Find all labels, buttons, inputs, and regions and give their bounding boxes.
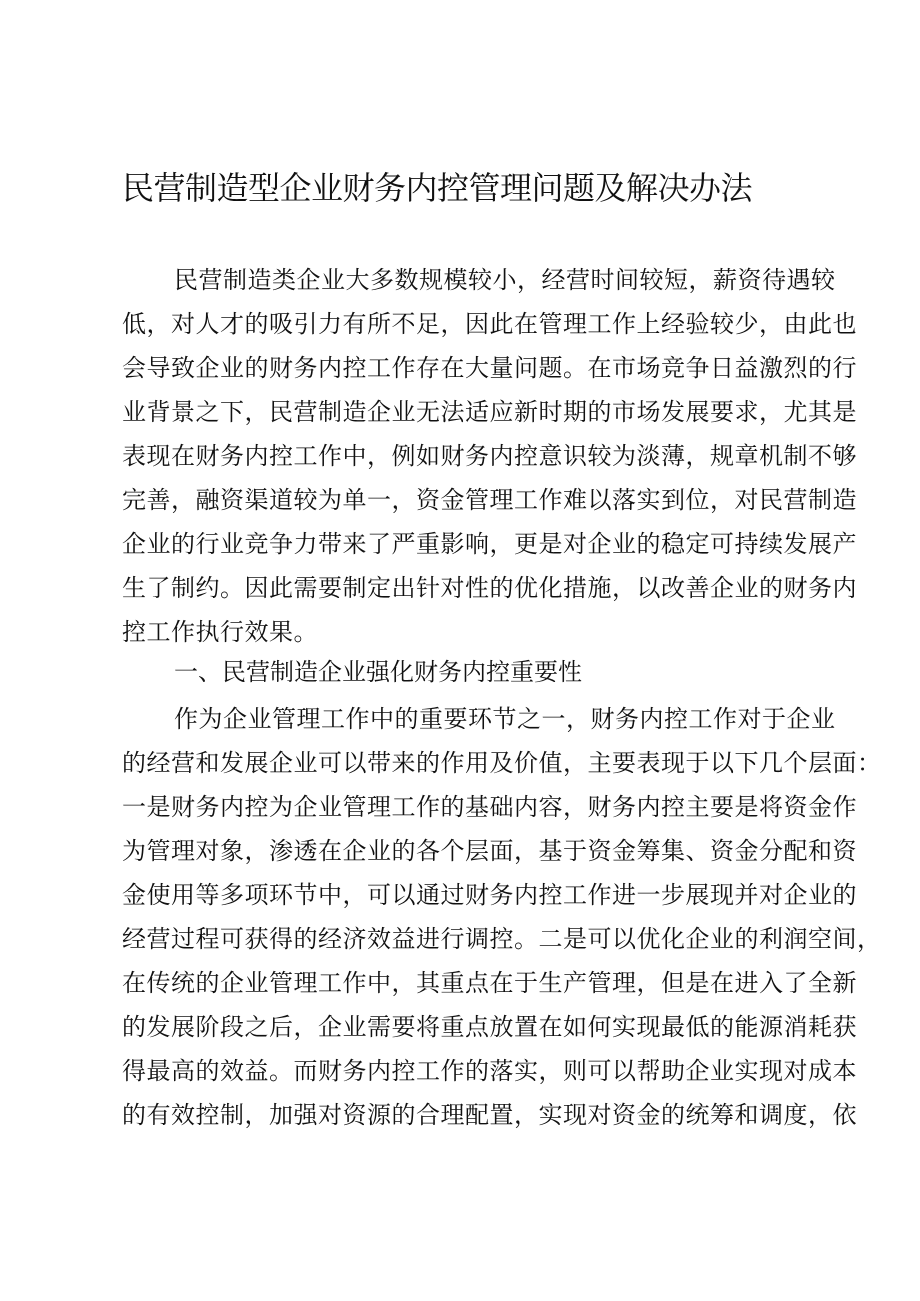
paragraph-2-line: 经营过程可获得的经济效益进行调控。二是可以优化企业的利润空间，	[122, 925, 882, 953]
paragraph-1-line: 民营制造类企业大多数规模较小，经营时间较短，薪资待遇较	[174, 266, 836, 294]
paragraph-1-line: 完善，融资渠道较为单一，资金管理工作难以落实到位，对民营制造	[122, 486, 857, 514]
document-title: 民营制造型企业财务内控管理问题及解决办法	[122, 169, 753, 207]
section-heading: 一、民营制造企业强化财务内控重要性	[174, 658, 582, 686]
paragraph-2-line: 得最高的效益。而财务内控工作的落实，则可以帮助企业实现对成本	[122, 1057, 857, 1085]
paragraph-2-line: 金使用等多项环节中，可以通过财务内控工作进一步展现并对企业的	[122, 881, 857, 909]
paragraph-2-line: 为管理对象，渗透在企业的各个层面，基于资金筹集、资金分配和资	[122, 837, 857, 865]
paragraph-1-line: 企业的行业竞争力带来了严重影响，更是对企业的稳定可持续发展产	[122, 530, 857, 558]
paragraph-1-line: 控工作执行效果。	[122, 618, 318, 646]
paragraph-1-line: 生了制约。因此需要制定出针对性的优化措施，以改善企业的财务内	[122, 574, 857, 602]
paragraph-2-line: 在传统的企业管理工作中，其重点在于生产管理，但是在进入了全新	[122, 969, 857, 997]
paragraph-2-line: 的经营和发展企业可以带来的作用及价值，主要表现于以下几个层面：	[122, 749, 882, 777]
paragraph-1-line: 业背景之下，民营制造企业无法适应新时期的市场发展要求，尤其是	[122, 398, 857, 426]
paragraph-1-line: 表现在财务内控工作中，例如财务内控意识较为淡薄，规章机制不够	[122, 442, 857, 470]
paragraph-1-line: 会导致企业的财务内控工作存在大量问题。在市场竞争日益激烈的行	[122, 354, 857, 382]
paragraph-1-line: 低，对人才的吸引力有所不足，因此在管理工作上经验较少，由此也	[122, 310, 857, 338]
paragraph-2-line: 作为企业管理工作中的重要环节之一，财务内控工作对于企业	[174, 705, 836, 733]
paragraph-2-line: 一是财务内控为企业管理工作的基础内容，财务内控主要是将资金作	[122, 793, 857, 821]
paragraph-2-line: 的有效控制，加强对资源的合理配置，实现对资金的统筹和调度，依	[122, 1101, 857, 1129]
paragraph-2-line: 的发展阶段之后，企业需要将重点放置在如何实现最低的能源消耗获	[122, 1013, 857, 1041]
